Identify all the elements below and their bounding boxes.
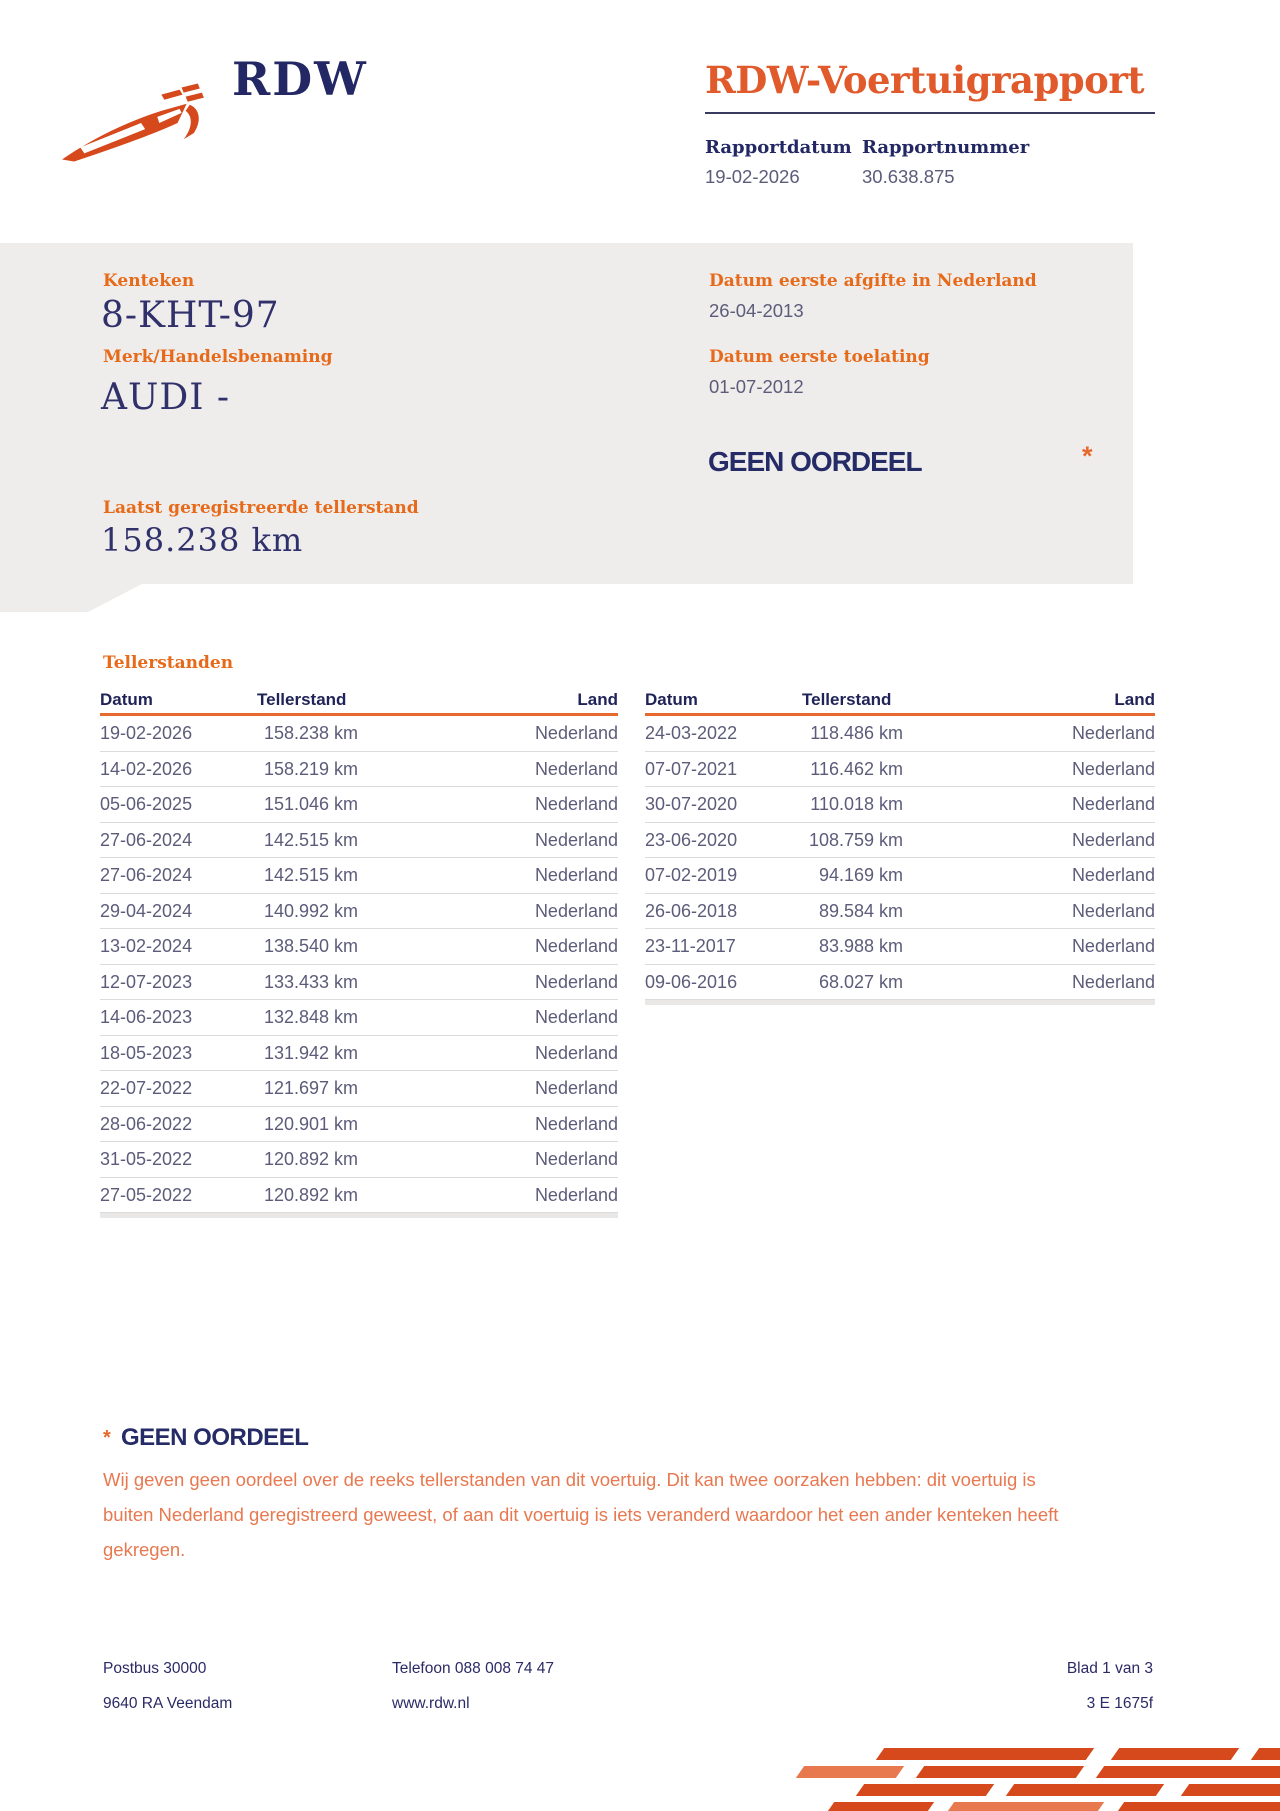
table-row [645, 929, 1155, 965]
row-value: 116.462 km [810, 758, 903, 779]
row-land: Nederland [1071, 865, 1155, 885]
row-value: 138.540 km [263, 936, 358, 956]
row-date: 27-06-2024 [100, 865, 193, 885]
footer-website: www.rdw.nl [392, 1695, 470, 1712]
row-value: 133.433 km [263, 971, 358, 992]
row-date: 07-07-2021 [645, 758, 738, 779]
row-date: 18-05-2023 [100, 1042, 193, 1063]
column-header-datum: Datum [645, 690, 698, 709]
row-date: 14-02-2026 [100, 758, 193, 779]
table-row [100, 1178, 618, 1214]
table-row [100, 1142, 618, 1178]
last-odometer-label: Laatst geregistreerde tellerstand [103, 498, 419, 518]
vehicle-summary-panel-notch [0, 584, 142, 612]
row-date: 28-06-2022 [100, 1113, 193, 1134]
row-land: Nederland [534, 829, 618, 850]
row-land: Nederland [534, 1149, 618, 1169]
stripe [1251, 1748, 1280, 1760]
row-land: Nederland [534, 936, 618, 956]
row-land: Nederland [534, 1113, 618, 1134]
first-admission-label: Datum eerste toelating [709, 347, 930, 367]
table-row [645, 716, 1155, 752]
row-land: Nederland [1071, 723, 1155, 743]
last-odometer-value: 158.238 km [101, 521, 304, 559]
row-date: 27-06-2024 [100, 829, 193, 850]
row-land: Nederland [534, 1078, 618, 1098]
table-header [100, 688, 618, 716]
stripe [1096, 1766, 1280, 1778]
stripe [1111, 1748, 1239, 1760]
row-value: 89.584 km [818, 900, 903, 921]
row-land: Nederland [534, 758, 618, 779]
table-row [100, 752, 618, 788]
page-title: RDW-Voertuigrapport [705, 58, 1144, 102]
row-value: 120.892 km [263, 1184, 358, 1205]
rdw-logo-icon [60, 82, 212, 162]
row-value: 68.027 km [818, 971, 903, 992]
report-date-value: 19-02-2026 [705, 166, 800, 187]
footer-address-line1: Postbus 30000 [103, 1660, 207, 1677]
row-date: 23-11-2017 [645, 936, 736, 956]
title-divider [705, 112, 1155, 114]
row-date: 13-02-2024 [100, 936, 193, 956]
row-date: 24-03-2022 [645, 723, 738, 743]
kenteken-label: Kenteken [103, 271, 195, 291]
merk-label: Merk/Handelsbenaming [103, 347, 333, 367]
footer-address-line2: 9640 RA Veendam [103, 1695, 233, 1712]
row-value: 142.515 km [263, 865, 358, 885]
row-land: Nederland [1071, 900, 1155, 921]
row-land: Nederland [1071, 758, 1155, 779]
tellerstanden-table-right [645, 688, 1155, 1005]
row-value: 110.018 km [810, 794, 903, 814]
table-row [645, 752, 1155, 788]
row-land: Nederland [534, 794, 618, 814]
table-row [100, 1071, 618, 1107]
note-body: Wij geven geen oordeel over de reeks tellerstanden van dit voertuig. Dit kan twee oorzaken hebben: dit voertuig is buiten Nederland geregistreerd geweest, of aan dit voertuig is iets veranderd waardoor het een ander kenteken heeft gekregen. [103, 1469, 1059, 1560]
verdict-text: GEEN OORDEEL [708, 446, 922, 477]
row-date: 31-05-2022 [100, 1149, 193, 1169]
table-row [645, 858, 1155, 894]
table-row [100, 894, 618, 930]
row-value: 151.046 km [263, 794, 358, 814]
table-row [100, 1000, 618, 1036]
row-value: 83.988 km [818, 936, 903, 956]
stripe [876, 1748, 1094, 1760]
row-value: 140.992 km [263, 900, 358, 921]
row-date: 30-07-2020 [645, 794, 738, 814]
column-header-datum: Datum [100, 690, 153, 709]
row-land: Nederland [534, 1042, 618, 1063]
column-header-land: Land [577, 690, 618, 709]
footer-page-indicator: Blad 1 van 3 [1066, 1660, 1153, 1677]
row-land: Nederland [534, 971, 618, 992]
footer-phone: Telefoon 088 008 74 47 [392, 1660, 555, 1677]
row-date: 07-02-2019 [645, 865, 738, 885]
row-date: 23-06-2020 [645, 829, 738, 850]
row-value: 120.901 km [263, 1113, 358, 1134]
tellerstanden-section-title: Tellerstanden [103, 653, 234, 673]
row-land: Nederland [1071, 936, 1155, 956]
row-value: 142.515 km [263, 829, 358, 850]
row-land: Nederland [534, 723, 618, 743]
row-date: 19-02-2026 [100, 723, 193, 743]
report-date-label: Rapportdatum [705, 137, 852, 158]
row-value: 158.238 km [263, 723, 358, 743]
row-date: 09-06-2016 [645, 971, 738, 992]
tellerstanden-table-left [100, 688, 618, 1218]
column-header-land: Land [1114, 690, 1155, 709]
first-issue-nl-value: 26-04-2013 [709, 300, 804, 321]
row-land: Nederland [1071, 829, 1155, 850]
table-row [645, 787, 1155, 823]
column-header-tellerstand: Tellerstand [257, 690, 347, 709]
stripe [946, 1802, 1104, 1811]
stripe [1006, 1784, 1164, 1796]
table-row [100, 858, 618, 894]
row-value: 118.486 km [810, 723, 903, 743]
row-date: 14-06-2023 [100, 1007, 193, 1027]
stripe [1116, 1802, 1280, 1811]
row-date: 29-04-2024 [100, 900, 193, 921]
row-date: 12-07-2023 [100, 971, 193, 992]
row-land: Nederland [1071, 971, 1155, 992]
table-row [100, 929, 618, 965]
report-number-value: 30.638.875 [862, 166, 955, 187]
row-land: Nederland [534, 900, 618, 921]
row-value: 158.219 km [263, 758, 358, 779]
row-date: 27-05-2022 [100, 1184, 193, 1205]
table-header [645, 688, 1155, 716]
row-value: 131.942 km [263, 1042, 358, 1063]
verdict-asterisk: * [1082, 441, 1093, 471]
first-issue-nl-label: Datum eerste afgifte in Nederland [709, 271, 1037, 291]
row-value: 121.697 km [263, 1078, 358, 1098]
stripe [826, 1802, 934, 1811]
merk-value: AUDI - [101, 377, 231, 418]
table-row [100, 965, 618, 1001]
table-rows [645, 716, 1155, 1000]
footer-form-code: 3 E 1675f [1086, 1695, 1153, 1712]
stripe [796, 1766, 904, 1778]
table-row [100, 716, 618, 752]
kenteken-value: 8-KHT-97 [101, 295, 280, 336]
stripe [1181, 1784, 1280, 1796]
first-admission-value: 01-07-2012 [709, 376, 804, 397]
row-value: 94.169 km [818, 865, 903, 885]
stripe [856, 1784, 994, 1796]
row-land: Nederland [534, 1184, 618, 1205]
row-value: 120.892 km [263, 1149, 358, 1169]
stripe [916, 1766, 1084, 1778]
table-row [645, 965, 1155, 1001]
row-date: 26-06-2018 [645, 900, 738, 921]
row-value: 108.759 km [808, 829, 903, 850]
table-row [100, 823, 618, 859]
table-row [100, 1036, 618, 1072]
row-value: 132.848 km [263, 1007, 358, 1027]
table-row [645, 894, 1155, 930]
row-land: Nederland [534, 1007, 618, 1027]
table-rows [100, 716, 618, 1213]
table-row [100, 787, 618, 823]
column-header-tellerstand: Tellerstand [802, 690, 892, 709]
row-land: Nederland [534, 865, 618, 885]
row-land: Nederland [1071, 794, 1155, 814]
report-number-label: Rapportnummer [862, 137, 1030, 158]
row-date: 22-07-2022 [100, 1078, 193, 1098]
table-row [100, 1107, 618, 1143]
rdw-logo-wordmark: RDW [232, 52, 368, 106]
table-row [645, 823, 1155, 859]
note-title: GEEN OORDEEL [121, 1424, 309, 1451]
note-asterisk: * [103, 1427, 111, 1449]
row-date: 05-06-2025 [100, 794, 193, 814]
